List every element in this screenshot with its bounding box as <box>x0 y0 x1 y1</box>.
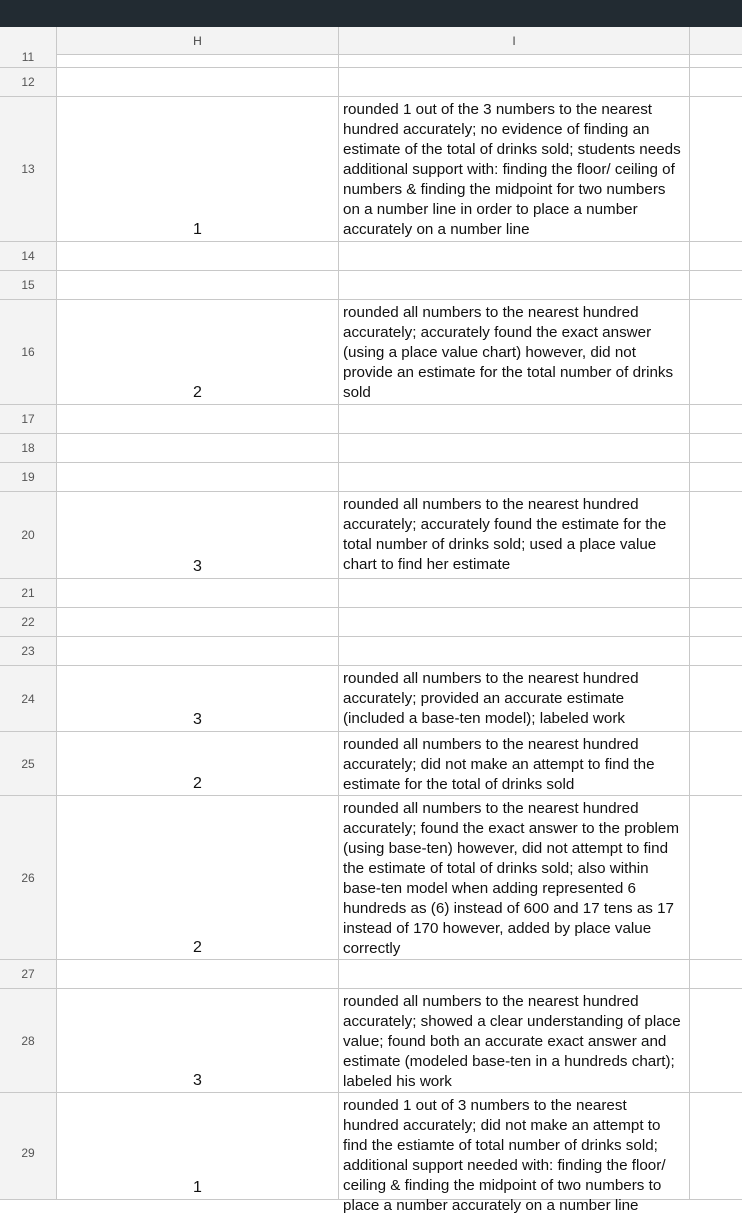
comment-cell[interactable] <box>339 405 690 434</box>
empty-cell[interactable] <box>690 666 742 732</box>
score-cell[interactable]: 2 <box>57 796 339 960</box>
score-cell[interactable]: 3 <box>57 666 339 732</box>
comment-cell[interactable]: rounded all numbers to the nearest hundred accurately; found the exact answer to the problem (using base-ten) however, did not attempt to find the estimate of total of drinks sold; also within base-ten model when adding represented 6 hundreds as (6) instead of 600 and 17 tens as 17 instead of 170 however, added by place value correctly <box>339 796 690 960</box>
empty-cell[interactable] <box>690 579 742 608</box>
table-row <box>0 608 742 637</box>
table-row <box>0 637 742 666</box>
comment-cell[interactable] <box>339 960 690 989</box>
row-number[interactable]: 16 <box>0 300 57 405</box>
empty-cell[interactable] <box>690 68 742 97</box>
column-header-h[interactable]: H <box>57 27 339 55</box>
table-row <box>0 242 742 271</box>
empty-cell[interactable] <box>690 405 742 434</box>
comment-cell[interactable] <box>339 68 690 97</box>
empty-cell[interactable] <box>690 608 742 637</box>
table-row <box>0 989 742 1093</box>
empty-cell[interactable] <box>690 300 742 405</box>
table-row <box>0 271 742 300</box>
comment-cell[interactable] <box>339 271 690 300</box>
score-cell[interactable] <box>57 960 339 989</box>
comment-cell[interactable]: rounded all numbers to the nearest hundred accurately; provided an accurate estimate (included a base-ten model); labeled work <box>339 666 690 732</box>
column-header-i[interactable]: I <box>339 27 690 55</box>
table-row <box>0 796 742 960</box>
empty-cell[interactable] <box>690 463 742 492</box>
score-cell[interactable] <box>57 637 339 666</box>
row-number[interactable]: 28 <box>0 989 57 1093</box>
comment-cell[interactable] <box>339 579 690 608</box>
table-row <box>0 492 742 579</box>
empty-cell[interactable] <box>690 960 742 989</box>
table-row <box>0 579 742 608</box>
score-cell[interactable] <box>57 608 339 637</box>
comment-cell[interactable]: rounded all numbers to the nearest hundred accurately; accurately found the estimate for the total number of drinks sold; used a place value chart to find her estimate <box>339 492 690 579</box>
score-cell[interactable]: 3 <box>57 989 339 1093</box>
score-cell[interactable]: 2 <box>57 300 339 405</box>
table-row <box>0 300 742 405</box>
row-number[interactable]: 18 <box>0 434 57 463</box>
table-row <box>0 960 742 989</box>
table-row <box>0 434 742 463</box>
empty-cell[interactable] <box>690 47 742 68</box>
table-row <box>0 68 742 97</box>
table-row <box>0 1093 742 1214</box>
comment-cell[interactable] <box>339 608 690 637</box>
row-number[interactable]: 11 <box>0 47 57 68</box>
row-number[interactable]: 21 <box>0 579 57 608</box>
table-row <box>0 666 742 732</box>
empty-cell[interactable] <box>690 796 742 960</box>
row-number[interactable]: 14 <box>0 242 57 271</box>
comment-cell[interactable]: rounded all numbers to the nearest hundred accurately; accurately found the exact answer (using a place value chart) however, did not provide an estimate for the total number of drinks sold <box>339 300 690 405</box>
score-cell[interactable]: 2 <box>57 732 339 796</box>
comment-cell[interactable] <box>339 47 690 68</box>
empty-cell[interactable] <box>690 492 742 579</box>
row-number[interactable]: 22 <box>0 608 57 637</box>
top-toolbar <box>0 0 742 27</box>
comment-cell[interactable]: rounded 1 out of 3 numbers to the nearest hundred accurately; did not make an attempt to find the estiamte of total number of drinks sold; additional support needed with: finding the floor/ ceiling & finding the midpoint of two numbers to place a number accurately on a number line <box>339 1093 690 1200</box>
comment-cell[interactable]: rounded all numbers to the nearest hundred accurately; showed a clear understanding of place value; found both an accurate exact answer and estimate (modeled base-ten in a hundreds chart); labeled his work <box>339 989 690 1093</box>
empty-cell[interactable] <box>690 637 742 666</box>
score-cell[interactable] <box>57 68 339 97</box>
comment-cell[interactable] <box>339 434 690 463</box>
score-cell[interactable] <box>57 47 339 68</box>
empty-cell[interactable] <box>690 434 742 463</box>
row-number[interactable]: 23 <box>0 637 57 666</box>
row-number[interactable]: 25 <box>0 732 57 796</box>
comment-cell[interactable]: rounded 1 out of the 3 numbers to the nearest hundred accurately; no evidence of finding an estimate of the total of drinks sold; students needs additional support with: finding the floor/ ceiling of numbers & finding the midpoint for two numbers on a number line in order to place a number accurately on a number line <box>339 97 690 242</box>
score-cell[interactable]: 1 <box>57 1093 339 1200</box>
table-row <box>0 405 742 434</box>
empty-cell[interactable] <box>690 1093 742 1200</box>
row-number[interactable]: 20 <box>0 492 57 579</box>
row-number[interactable]: 15 <box>0 271 57 300</box>
comment-cell[interactable] <box>339 242 690 271</box>
score-cell[interactable] <box>57 463 339 492</box>
row-number[interactable]: 29 <box>0 1093 57 1200</box>
table-row <box>0 732 742 796</box>
empty-cell[interactable] <box>690 989 742 1093</box>
empty-cell[interactable] <box>690 242 742 271</box>
comment-cell[interactable] <box>339 463 690 492</box>
row-number[interactable]: 26 <box>0 796 57 960</box>
table-row <box>0 47 742 68</box>
row-number[interactable]: 24 <box>0 666 57 732</box>
comment-cell[interactable]: rounded all numbers to the nearest hundred accurately; did not make an attempt to find the estimate for the total of drinks sold <box>339 732 690 796</box>
score-cell[interactable] <box>57 434 339 463</box>
comment-cell[interactable] <box>339 637 690 666</box>
row-number[interactable]: 12 <box>0 68 57 97</box>
score-cell[interactable]: 1 <box>57 97 339 242</box>
score-cell[interactable] <box>57 242 339 271</box>
score-cell[interactable] <box>57 579 339 608</box>
row-number[interactable]: 19 <box>0 463 57 492</box>
empty-cell[interactable] <box>690 271 742 300</box>
empty-cell[interactable] <box>690 97 742 242</box>
row-number[interactable]: 27 <box>0 960 57 989</box>
score-cell[interactable]: 3 <box>57 492 339 579</box>
score-cell[interactable] <box>57 405 339 434</box>
row-number[interactable]: 17 <box>0 405 57 434</box>
table-row <box>0 463 742 492</box>
table-row <box>0 97 742 242</box>
empty-cell[interactable] <box>690 732 742 796</box>
score-cell[interactable] <box>57 271 339 300</box>
row-number[interactable]: 13 <box>0 97 57 242</box>
